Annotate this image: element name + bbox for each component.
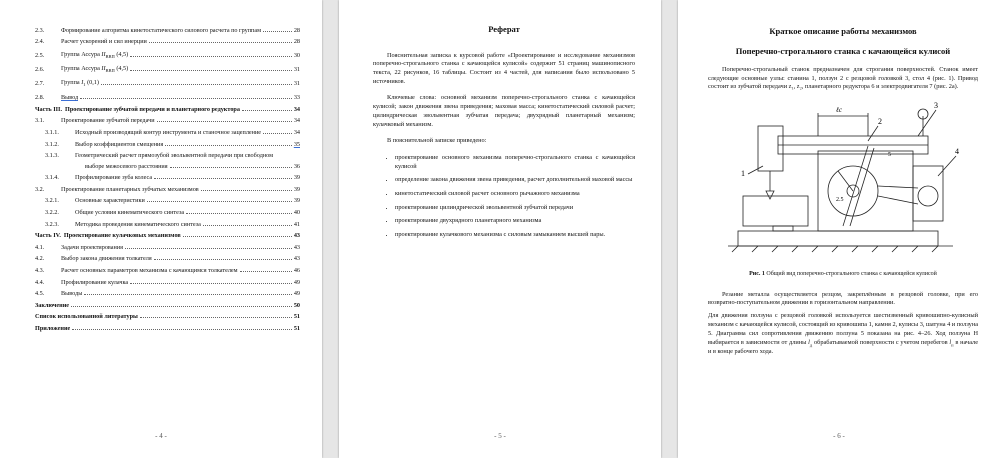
keywords-paragraph: Ключевые слова: основной механизм поперечно-строгального станка с качающейся кулисой; закон движения звена приведения; маховая масса; кинетостатический силовой расчет; цилиндрическая эвольвентная зубчатая передача; двухрядный планетарный механизм; кулачковый механизм.: [373, 94, 635, 128]
toc-row[interactable]: 3.1. Проектирование зубчатой передачи 34: [35, 117, 300, 125]
abstract-paragraph: Пояснительная записка к курсовой работе «Проектирование и исследование механизмов поперечно-строгального станка с качающейся кулисой» содержит 51 страниц машинописного текста, 22 рисунков, 16 таблицы. Состоит из 4 частей, для написания было использовано 5 источников.: [373, 51, 635, 85]
label-2-5: 2.5: [836, 197, 844, 204]
toc-row-part[interactable]: Часть IV. Проектирование кулачковых механизмов 43: [35, 232, 300, 240]
toc-row[interactable]: 4.1. Задачи проектирования 43: [35, 243, 300, 251]
toc-row[interactable]: 4.5. Выводы 49: [35, 290, 300, 298]
abstract: [373, 24, 635, 245]
list-item: • кинетостатический силовой расчет основного рычажного механизма: [395, 190, 635, 199]
list-item: • проектирование двухрядного планетарного механизма: [395, 217, 635, 226]
label-5: 5: [888, 152, 891, 159]
toc-row[interactable]: 3.1.4. Профилирование зуба колеса 39: [45, 174, 300, 182]
page-4: [0, 0, 322, 458]
page-5: [339, 0, 661, 458]
toc-row-part[interactable]: Список использованной литературы 51: [35, 313, 300, 321]
list-item: • проектирование кулачкового механизма с силовым замыканием высшей пары.: [395, 231, 635, 240]
toc-row[interactable]: 3.2.1. Основные характеристики 39: [45, 197, 300, 205]
toc-row[interactable]: 3.2. Проектирование планетарных зубчатых механизмов 39: [35, 185, 300, 193]
page-6: [678, 0, 1000, 458]
toc-row[interactable]: 2.6. Группа Ассура $II_{ВВП}$ (4,5) 31: [35, 64, 300, 74]
toc-row-part[interactable]: Приложение 51: [35, 324, 300, 332]
page-number: - 5 -: [494, 432, 506, 440]
page-number: - 6 -: [833, 432, 845, 440]
description-paragraph: Поперечно-строгальный станок предназначен для строгания поверхностей. Станок имеет следующие основные узлы: станина 1, ползун 2 с резцовой головкой 3, стол 4 (рис. 1). Привод состоит из зубчатой передачи z₁, z₂, планетарного редуктора 6 и электродвигателя 7 (рис. 2а).: [708, 65, 978, 91]
toc-row[interactable]: 3.1.2. Выбор коэффициентов смещения 35: [45, 140, 300, 148]
toc-row[interactable]: 2.5. Группа Ассура $II_{ВВП}$ (4,5) 30: [35, 50, 300, 60]
toc-row-part[interactable]: Заключение 50: [35, 301, 300, 309]
toc-row[interactable]: 4.3. Расчет основных параметров механизма с качающимся толкателем 46: [35, 266, 300, 274]
toc-row[interactable]: 2.4. Расчет ускорений и сил инерции 28: [35, 38, 300, 46]
abstract-paragraph: В пояснительной записке приведено:: [387, 137, 487, 145]
label-3: 3: [934, 101, 938, 111]
toc-row[interactable]: 3.2.2. Общие условия кинематического синтеза 40: [45, 208, 300, 216]
machine-drawing-figure: [718, 96, 968, 268]
description-subheading: Поперечно-строгального станка с качающейся кулисой: [735, 45, 951, 56]
label-lc: ℓc: [836, 106, 843, 115]
list-item: • проектирование основного механизма поперечно-строгального станка с качающейся кулисой: [395, 154, 635, 171]
toc-row[interactable]: 2.7. Группа $I_1$ (0,1) 31: [35, 78, 300, 88]
toc-row[interactable]: 3.2.3. Методика проведения кинематического синтеза 41: [45, 220, 300, 228]
toc-row[interactable]: 4.2. Выбор закона движения толкателя 43: [35, 255, 300, 263]
shaper-machine-drawing: [718, 96, 968, 268]
toc-row[interactable]: 3.1.3. Геометрический расчет прямозубой эвольвентной передачи при свободном выборе межосевого расстояния 36: [45, 151, 300, 170]
abstract-heading: Реферат: [488, 24, 520, 34]
description-heading: Краткое описание работы механизмов: [769, 26, 917, 36]
label-4: 4: [955, 147, 959, 157]
table-of-contents: [35, 22, 300, 332]
contents-list: [373, 154, 635, 240]
toc-row[interactable]: 2.3. Формирование алгоритма кинетостатического силового расчета по группам 28: [35, 26, 300, 34]
figure-caption: Рис. 1 Общий вид поперечно-строгального станка с качающейся кулисой: [749, 271, 937, 278]
toc-row[interactable]: 4.4. Профилирование кулачка 49: [35, 278, 300, 286]
label-1: 1: [741, 169, 745, 179]
page-number: - 4 -: [155, 432, 167, 440]
toc-row[interactable]: 2.8. Вывод 33: [35, 94, 300, 102]
description: [708, 26, 978, 361]
toc-row-part[interactable]: Часть III. Проектирование зубчатой передачи и планетарного редуктора 34: [35, 105, 300, 113]
toc-row[interactable]: 3.1.1. Исходный производящий контур инструмента и станочное зацепление 34: [45, 128, 300, 136]
list-item: • проектирование цилиндрической эвольвентной зубчатой передачи: [395, 204, 635, 213]
description-paragraph: Резание металла осуществляется резцом, закреплённым в резцовой головке, при его возвратно-поступательном движении в горизонтальном направлении.: [708, 290, 978, 307]
label-2: 2: [878, 117, 882, 127]
list-item: • определение закона движения звена приведения, расчет дополнительной маховой массы: [395, 176, 635, 185]
description-paragraph: Для движения ползуна с резцовой головкой используется шестизвенный кривошипно-кулисный механизм с качающейся кулисой, состоящий из кривошипа 1, камня 2, кулисы 3, шатуна 4 и ползуна 5. Диаграмма сил сопротивления движению ползуна 5 показана на рис. 4–26. Ход ползуна Н выбирается в зависимости от длины $l_д$ обрабатываемой поверхности с учетом перебегов $l_п$ в начале и в конце рабочего хода.: [708, 312, 978, 356]
